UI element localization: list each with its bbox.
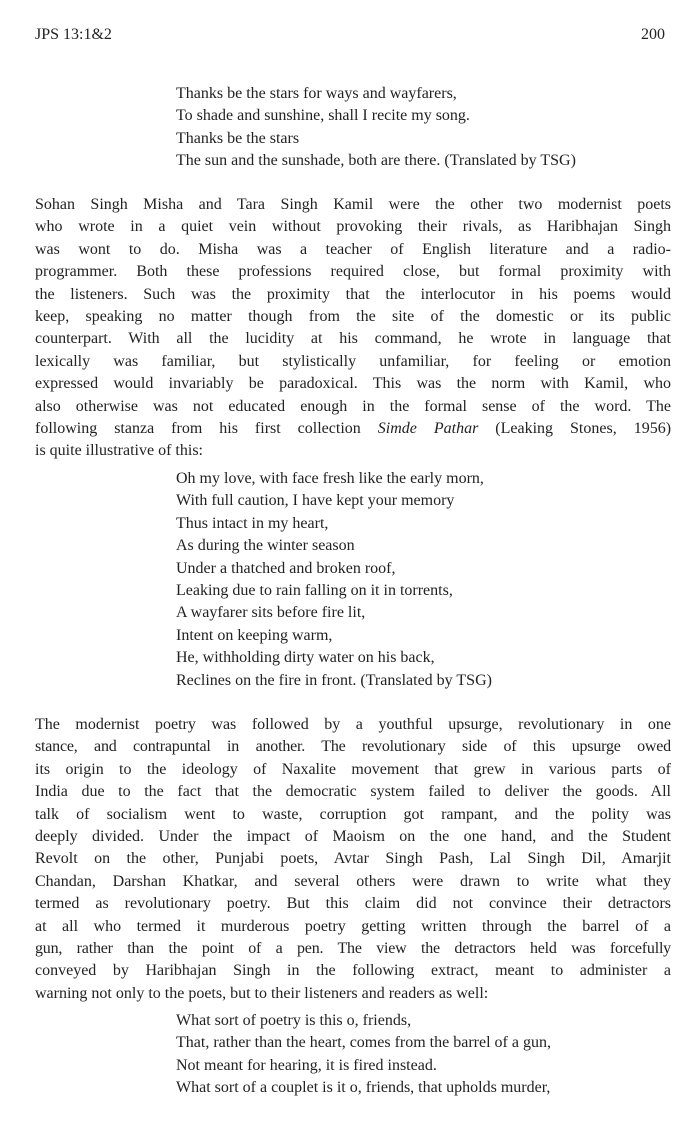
- verse-line: What sort of poetry is this o, friends,: [176, 1012, 412, 1029]
- paragraph-line: gun, rather than the point of a pen. The view the detractors held was forcefully: [35, 939, 671, 957]
- verse-line: Thus intact in my heart,: [176, 514, 329, 532]
- paragraph-line: who wrote in a quiet vein without provoking their rivals, as Haribhajan Singh: [35, 218, 671, 236]
- verse-line: As during the winter season: [176, 537, 355, 555]
- verse-line: Under a thatched and broken roof,: [176, 559, 396, 577]
- verse-line: Intent on keeping warm,: [176, 626, 333, 644]
- verse-line: With full caution, I have kept your memory: [176, 492, 455, 510]
- paragraph-line: the listeners. Such was the proximity that the interlocutor in his poems would: [35, 285, 671, 303]
- line-text: (Leaking Stones, 1956): [478, 419, 672, 437]
- verse-line: To shade and sunshine, shall I recite my song.: [176, 107, 470, 125]
- paragraph-line: its origin to the ideology of Naxalite movement that grew in various parts of: [35, 760, 671, 778]
- paragraph-line: at all who termed it murderous poetry getting written through the barrel of a: [35, 917, 671, 935]
- paragraph-line: warning not only to the poets, but to their listeners and readers as well:: [35, 984, 489, 1002]
- verse-line: Not meant for hearing, it is fired instead.: [176, 1056, 437, 1074]
- book-title: Simde Pathar: [377, 419, 479, 437]
- paragraph-line: termed as revolutionary poetry. But this claim did not convince their detractors: [35, 895, 671, 913]
- paragraph-line: deeply divided. Under the impact of Maoism on the one hand, and the Student: [35, 827, 671, 845]
- verse-line: What sort of a couplet is it o, friends, that upholds murder,: [176, 1079, 551, 1097]
- paragraph-line: counterpart. With all the lucidity at his command, he wrote in language that: [35, 330, 671, 348]
- verse-line: Thanks be the stars: [176, 129, 300, 147]
- paragraph-line: was wont to do. Misha was a teacher of English literature and a radio-: [35, 240, 671, 258]
- page-header: [35, 24, 665, 46]
- paragraph-line: The modernist poetry was followed by a youthful upsurge, revolutionary in one: [35, 716, 671, 733]
- verse-line: Reclines on the fire in front. (Translated by TSG): [176, 671, 492, 689]
- verse-line: The sun and the sunshade, both are there. (Translated by TSG): [176, 152, 576, 170]
- verse-line: He, withholding dirty water on his back,: [176, 649, 435, 667]
- paragraph-line: also otherwise was not educated enough in the formal sense of the word. The: [35, 397, 671, 415]
- paragraph-line: is quite illustrative of this:: [35, 442, 203, 460]
- verse-block-1: [176, 83, 576, 173]
- verse-line: A wayfarer sits before fire lit,: [176, 604, 366, 622]
- paragraph-line: talk of socialism went to waste, corruption got rampant, and the polity was: [35, 805, 671, 823]
- paragraph-line: programmer. Both these professions required close, but formal proximity with: [35, 263, 671, 281]
- paragraph-line: conveyed by Haribhajan Singh in the following extract, meant to administer a: [35, 962, 671, 980]
- paragraph-line: Sohan Singh Misha and Tara Singh Kamil were the other two modernist poets: [35, 196, 671, 213]
- verse-line: Oh my love, with face fresh like the early morn,: [176, 470, 484, 487]
- line-text: following stanza from his first collection: [35, 419, 378, 437]
- paragraph-line-with-title: [35, 418, 671, 440]
- paragraph-2: [35, 714, 671, 1005]
- paragraph-line: Chandan, Darshan Khatkar, and several others were drawn to write what they: [35, 872, 671, 890]
- verse-block-2: [176, 468, 492, 692]
- page-number: 200: [641, 26, 665, 43]
- paragraph-1: [35, 194, 671, 463]
- journal-reference: JPS 13:1&2: [35, 26, 112, 43]
- verse-block-3: [176, 1010, 551, 1100]
- paragraph-line: India due to the fact that the democratic system failed to deliver the goods. All: [35, 783, 671, 801]
- paragraph-line: Revolt on the other, Punjabi poets, Avtar Singh Pash, Lal Singh Dil, Amarjit: [35, 850, 671, 868]
- paragraph-line: lexically was familiar, but stylistically unfamiliar, for feeling or emotion: [35, 352, 671, 370]
- paragraph-line: keep, speaking no matter though from the site of the domestic or its public: [35, 307, 671, 325]
- paragraph-line: expressed would invariably be paradoxical. This was the norm with Kamil, who: [35, 375, 671, 393]
- verse-line: Leaking due to rain falling on it in torrents,: [176, 581, 453, 599]
- verse-line: Thanks be the stars for ways and wayfarers,: [176, 85, 457, 102]
- verse-line: That, rather than the heart, comes from the barrel of a gun,: [176, 1034, 551, 1052]
- paragraph-line: stance, and contrapuntal in another. The revolutionary side of this upsurge owed: [35, 738, 671, 756]
